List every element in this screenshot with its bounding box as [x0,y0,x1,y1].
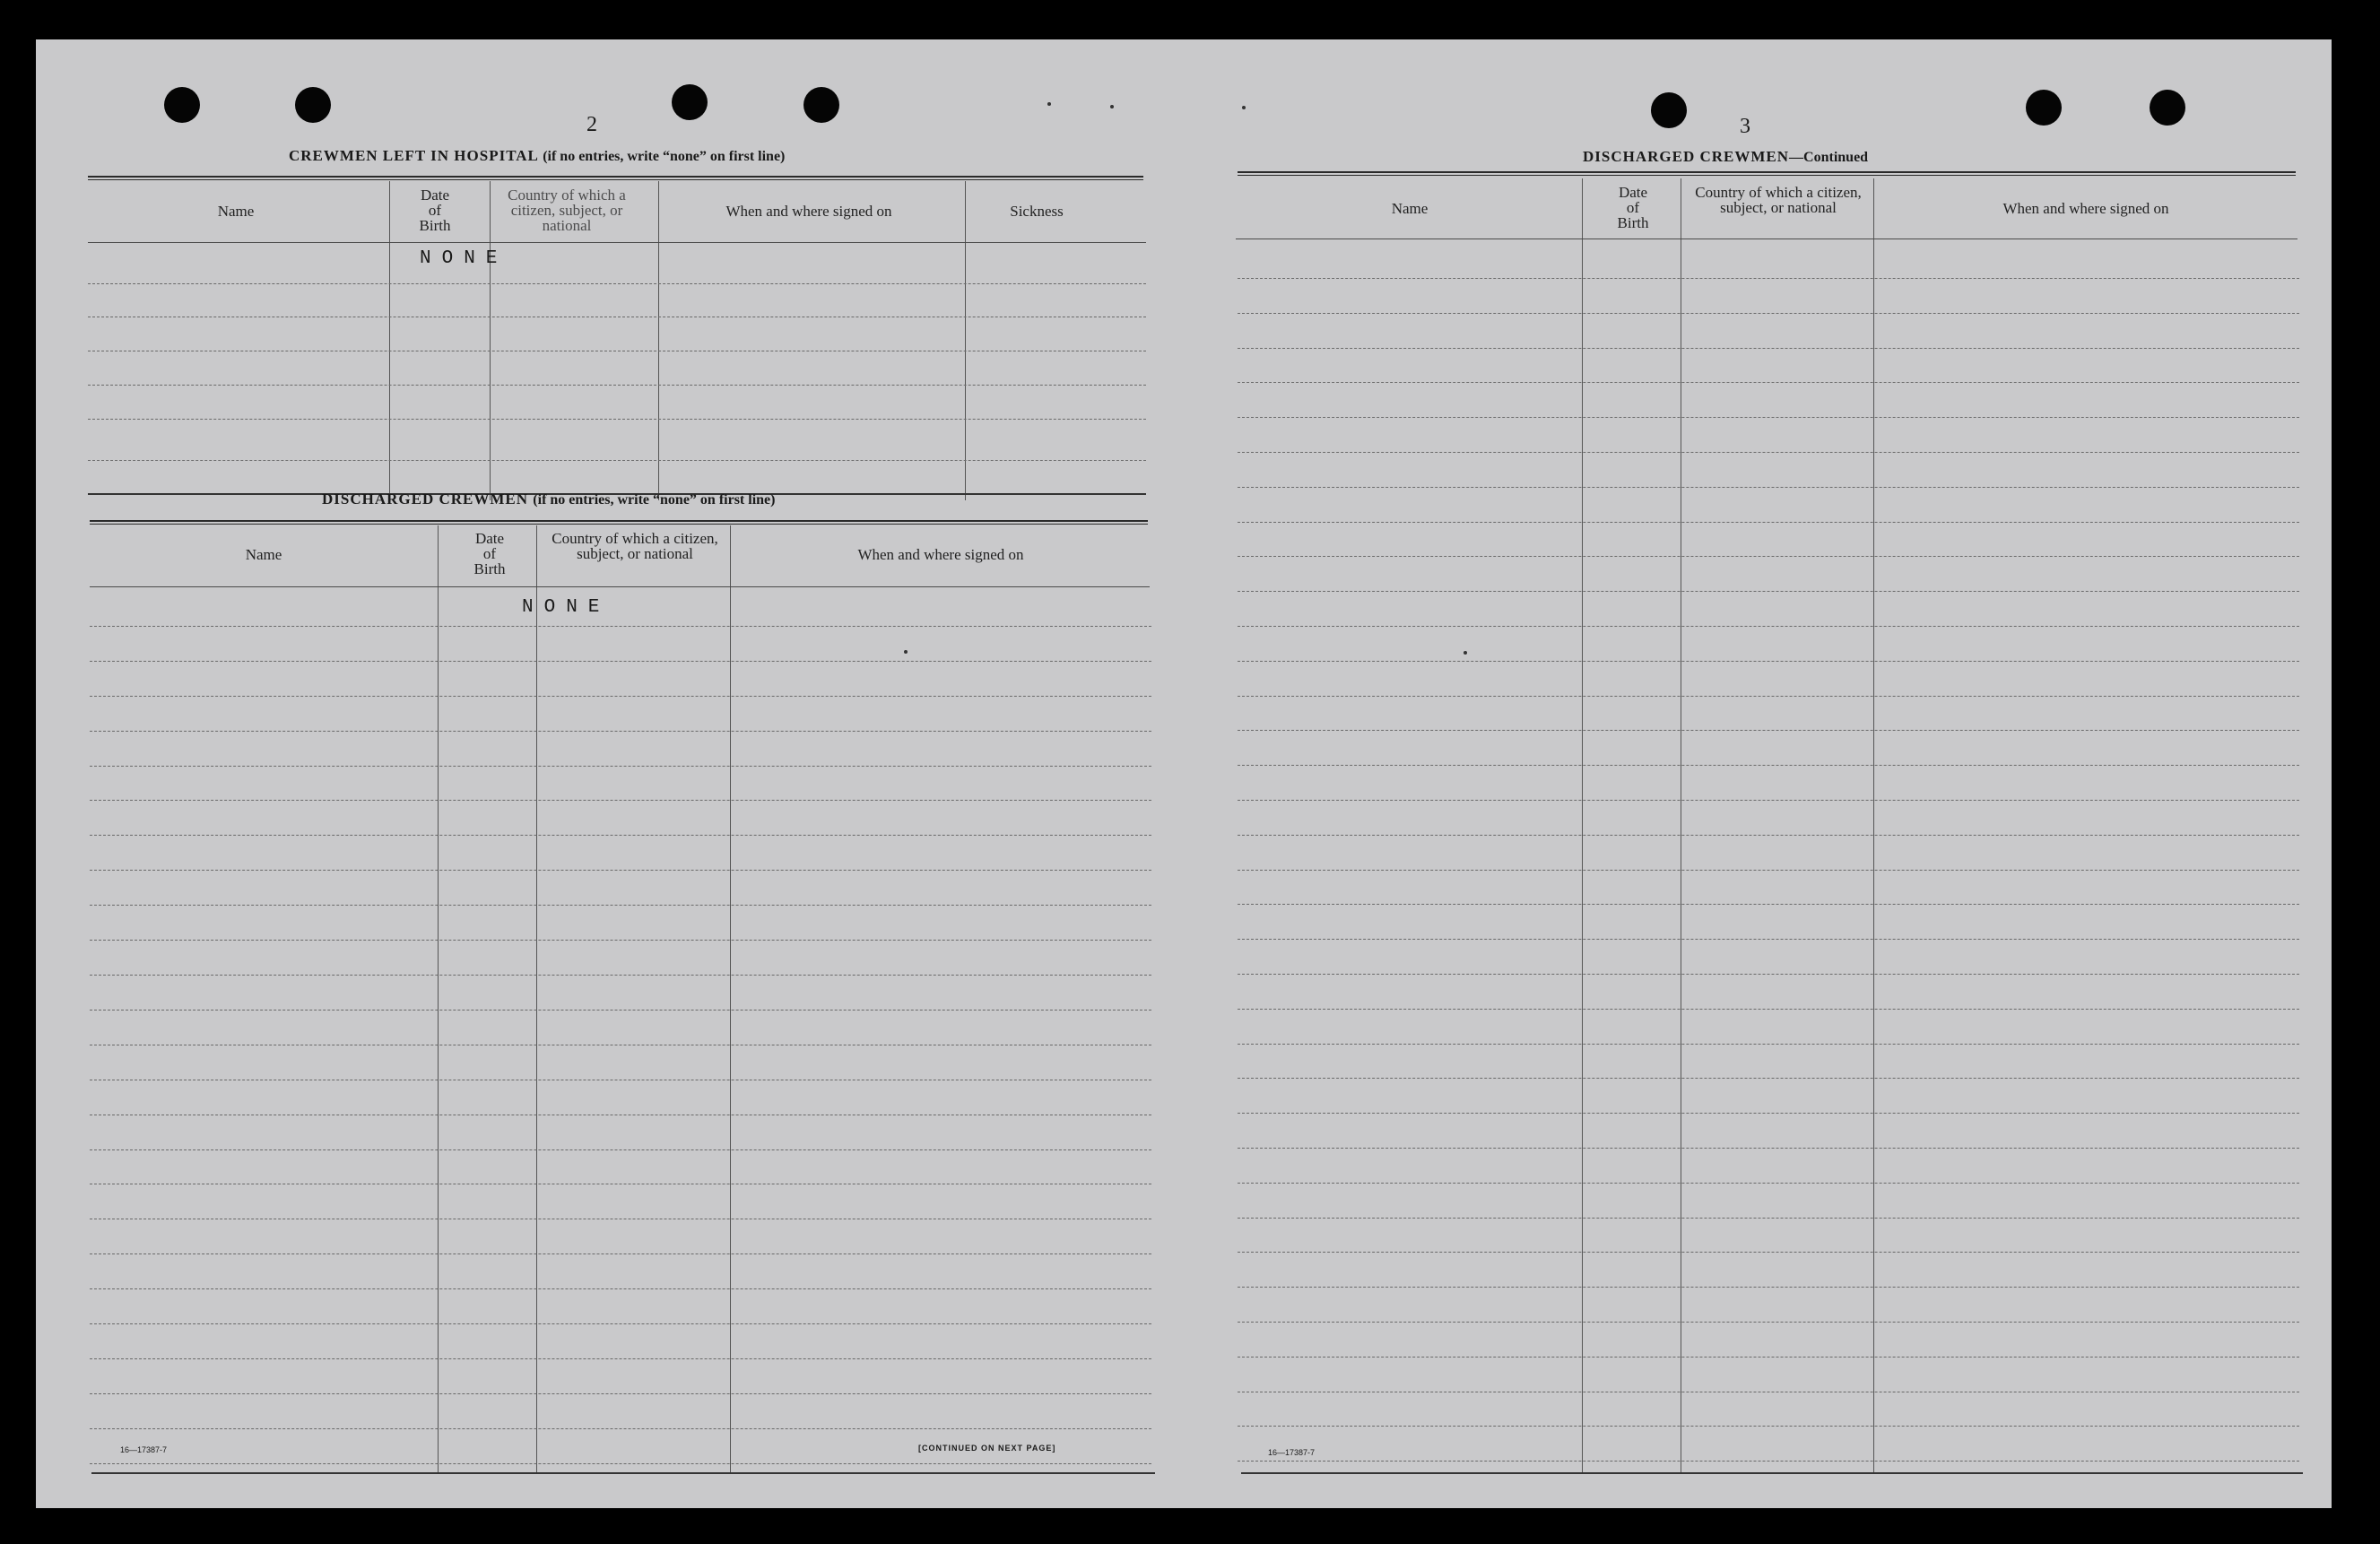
discharged-bottom-rule [91,1472,1155,1474]
continued-bottom-rule [1241,1472,2303,1474]
ruled-line [1238,313,2299,314]
ruled-line [1238,382,2299,383]
continued-col-name: Name [1391,200,1429,217]
ruled-line [1238,522,2299,523]
ruled-line [1238,1252,2299,1253]
ruled-line [90,1288,1151,1289]
hospital-header-line [88,242,1146,243]
punch-hole [164,87,200,123]
page-number-right: 3 [1740,115,1750,138]
continued-footer: [CONTINUED ON NEXT PAGE] [918,1444,1056,1453]
hospital-title-text: CREWMEN LEFT IN HOSPITAL [289,147,538,164]
ruled-line [1238,626,2299,627]
ruled-line [1238,696,2299,697]
hospital-row-line [88,419,1146,420]
ruled-line [1238,1426,2299,1427]
hospital-none-entry: NONE [420,248,508,269]
ruled-line [90,835,1151,836]
form-number-right: 16—17387-7 [1268,1448,1316,1457]
ruled-line [1238,1113,2299,1114]
ruled-line [1238,1357,2299,1358]
hospital-section-title [289,147,785,165]
ruled-line [1238,835,2299,836]
punch-hole [1651,92,1687,128]
ruled-line [90,1393,1151,1394]
ruled-line [1238,1461,2299,1462]
continued-col-country: Country of which a citizen, subject, or national [1695,184,1862,216]
ruled-line [1238,1044,2299,1045]
punch-hole [295,87,331,123]
page-number-left: 2 [586,113,597,136]
ruled-line [90,940,1151,941]
continued-top-rule [1238,171,2296,176]
punch-hole [2026,90,2062,126]
ruled-line [90,766,1151,767]
document-page [36,39,2332,1508]
continued-col-signed-on: When and where signed on [2002,200,2169,217]
punch-hole [672,84,708,120]
ruled-line [90,1253,1151,1254]
ruled-line [1238,1183,2299,1184]
ruled-line [90,870,1151,871]
ruled-line [90,905,1151,906]
hospital-row-line [88,283,1146,284]
ink-speck [1110,105,1114,108]
ruled-line [1238,487,2299,488]
ruled-line [90,800,1151,801]
hospital-row-line [88,385,1146,386]
ruled-line [1238,556,2299,557]
ruled-line [1238,452,2299,453]
hospital-col-dob: Date of Birth [419,186,451,234]
ink-speck [904,650,908,654]
ruled-line [1238,591,2299,592]
ruled-line [90,1358,1151,1359]
ruled-line [1238,870,2299,871]
hospital-vline [389,181,390,500]
ruled-line [90,1010,1151,1011]
ink-speck [1464,651,1467,655]
ruled-line [1238,904,2299,905]
ruled-line [1238,800,2299,801]
hospital-col-signed-on: When and where signed on [725,203,892,220]
punch-hole [2150,90,2185,126]
discharged-col-name: Name [245,546,282,563]
ruled-line [1238,939,2299,940]
discharged-vline [536,525,537,1472]
ruled-line [1238,1287,2299,1288]
ruled-line [1238,730,2299,731]
discharged-top-rule [90,520,1148,525]
hospital-col-name: Name [217,203,255,220]
ink-speck [1047,102,1051,106]
hospital-col-country: Country of which a citizen, subject, or national [508,186,626,234]
ruled-line [1238,1078,2299,1079]
ruled-line [90,1323,1151,1324]
discharged-title-text: DISCHARGED CREWMEN [322,490,529,507]
ruled-line [90,1463,1151,1464]
ruled-line [90,696,1151,697]
discharged-header-line [90,586,1150,587]
ruled-line [90,1149,1151,1150]
ruled-line [1238,1009,2299,1010]
hospital-vline [490,181,491,500]
discharged-continued-title [1583,148,1868,166]
discharged-col-dob: Date of Birth [473,530,506,577]
ruled-line [1238,1218,2299,1219]
discharged-vline [438,525,439,1472]
continued-vline [1582,178,1583,1473]
discharged-vline [730,525,731,1472]
discharged-none-entry: NONE [522,597,611,618]
continued-col-dob: Date of Birth [1617,184,1649,231]
continued-title-suffix: —Continued [1789,150,1869,165]
hospital-vline [965,181,966,500]
hospital-top-rule [88,176,1143,180]
hospital-col-sickness: Sickness [1010,203,1064,220]
discharged-col-signed-on: When and where signed on [857,546,1024,563]
form-number-left: 16—17387-7 [120,1445,168,1454]
punch-hole [803,87,839,123]
ruled-line [1238,765,2299,766]
ruled-line [1238,417,2299,418]
ink-speck [1242,106,1246,109]
ruled-line [90,661,1151,662]
discharged-title-note: (if no entries, write “none” on first line) [533,492,776,507]
ruled-line [1238,974,2299,975]
discharged-section-title [322,490,775,508]
ruled-line [90,1428,1151,1429]
ruled-line [90,975,1151,976]
discharged-col-country: Country of which a citizen, subject, or national [552,530,718,562]
ruled-line [1238,278,2299,279]
ruled-line [90,626,1151,627]
hospital-title-note: (if no entries, write “none” on first line) [543,149,786,164]
hospital-vline [658,181,659,500]
continued-vline [1873,178,1874,1473]
ruled-line [1238,1322,2299,1323]
ruled-line [1238,348,2299,349]
hospital-row-line [88,460,1146,461]
ruled-line [1238,661,2299,662]
continued-title-text: DISCHARGED CREWMEN [1583,148,1790,165]
ruled-line [90,731,1151,732]
ruled-line [1238,1148,2299,1149]
